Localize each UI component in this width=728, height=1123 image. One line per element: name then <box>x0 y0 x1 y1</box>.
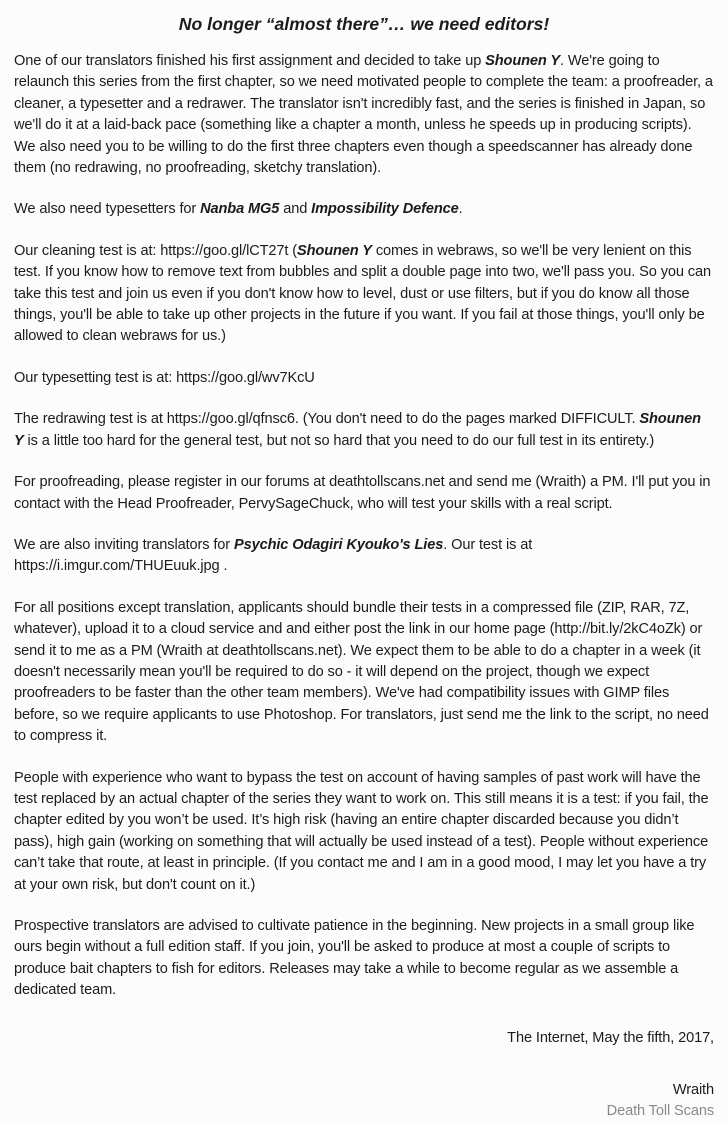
paragraph: For all positions except translation, applicants should bundle their tests in a compressed file (ZIP, RAR, 7Z, whatever), upload it to a cloud service and and either post the link in our home page (http://bit.ly/2kC4oZk) or send it to me as a PM (Wraith at deathtollscans.net). We expect them to be able to do a chapter in a week (it doesn't necessarily mean you'll be required to do so - it will depend on the project, though we expect proofreaders to be faster than the other team members). We've had compatibility issues with GIMP files before, so we require applicants to use Photoshop. For translators, just send me the link to the script, no need to compress it. <box>14 599 709 745</box>
paragraph: Prospective translators are advised to cultivate patience in the beginning. New projects in a small group like ours begin without a full edition staff. If you join, you'll be asked to produce at most a couple of scripts to produce bait chapters to fish for editors. Releases may take a while to become regular as we assemble a dedicated team. <box>14 918 695 999</box>
paragraph: People with experience who want to bypass the test on account of having samples of past work will have the test replaced by an actual chapter of the series they want to work on. This still means it is a test: if you fail, the chapter edited by you won’t be used. It’s high risk (having an entire chapter discarded because you didn’t pass), high gain (working on something that will actually be used instead of a test). People without experience can’t take that route, at least in principle. (If you contact me and I am in a good mood, I may let you have a try at your own risk, but don't count on it.) <box>14 769 709 893</box>
signature-organization-clipped: Death Toll Scans <box>606 1103 714 1120</box>
paragraph: We also need typesetters for Nanba MG5 and Impossibility Defence. <box>14 201 463 218</box>
series-title: Shounen Y <box>485 53 560 69</box>
dateline: The Internet, May the fifth, 2017, <box>507 1029 714 1046</box>
paragraph: The redrawing test is at https://goo.gl/qfnsc6. (You don't need to do the pages marked DIFFICULT. Shounen Y is a little too hard for the general test, but not so hard that you need to do our full test in its entirety.) <box>14 411 701 449</box>
page-title: No longer “almost there”… we need editors! <box>178 14 550 34</box>
series-title: Shounen Y <box>14 411 701 449</box>
series-title: Impossibility Defence <box>311 201 459 218</box>
signature: Wraith <box>672 1082 714 1099</box>
series-title: Nanba MG5 <box>200 201 280 218</box>
series-title: Psychic Odagiri Kyouko's Lies <box>233 536 444 553</box>
paragraph: We are also inviting translators for Psychic Odagiri Kyouko's Lies. Our test is at https://i.imgur.com/THUEuuk.jpg . <box>14 536 533 575</box>
paragraph: Our cleaning test is at: https://goo.gl/lCT27t (Shounen Y comes in webraws, so we'll be very lenient on this test. If you know how to remove text from bubbles and split a double page into two, we'll pass you. So you can take this test and join us even if you don't know how to level, dust or use filters, but if you do know all those things, you'll be able to take up other projects in the future if you want. If you fail at those things, you'll only be allowed to clean webraws for us.) <box>14 242 711 345</box>
paragraph: For proofreading, please register in our forums at deathtollscans.net and send me (Wraith) a PM. I'll put you in contact with the Head Proofreader, PervySageChuck, who will test your skills with a real script. <box>14 474 711 512</box>
paragraph: One of our translators finished his first assignment and decided to take up Shounen Y. We're going to relaunch this series from the first chapter, so we need motivated people to complete the team: a proofreader, a cleaner, a typesetter and a redrawer. The translator isn't incredibly fast, and the series is finished in Japan, so we'll do it at a laid-back pace (something like a chapter a month, unless he speeds up in producing scripts). We also need you to be willing to do the first three chapters even though a speedscanner has already done them (no redrawing, no proofreading, sketchy translation). <box>14 53 713 177</box>
letter-body <box>14 51 714 1002</box>
paragraph: Our typesetting test is at: https://goo.gl/wv7KcU <box>14 369 315 386</box>
closing-block <box>14 1028 714 1120</box>
series-title: Shounen Y <box>297 242 372 259</box>
